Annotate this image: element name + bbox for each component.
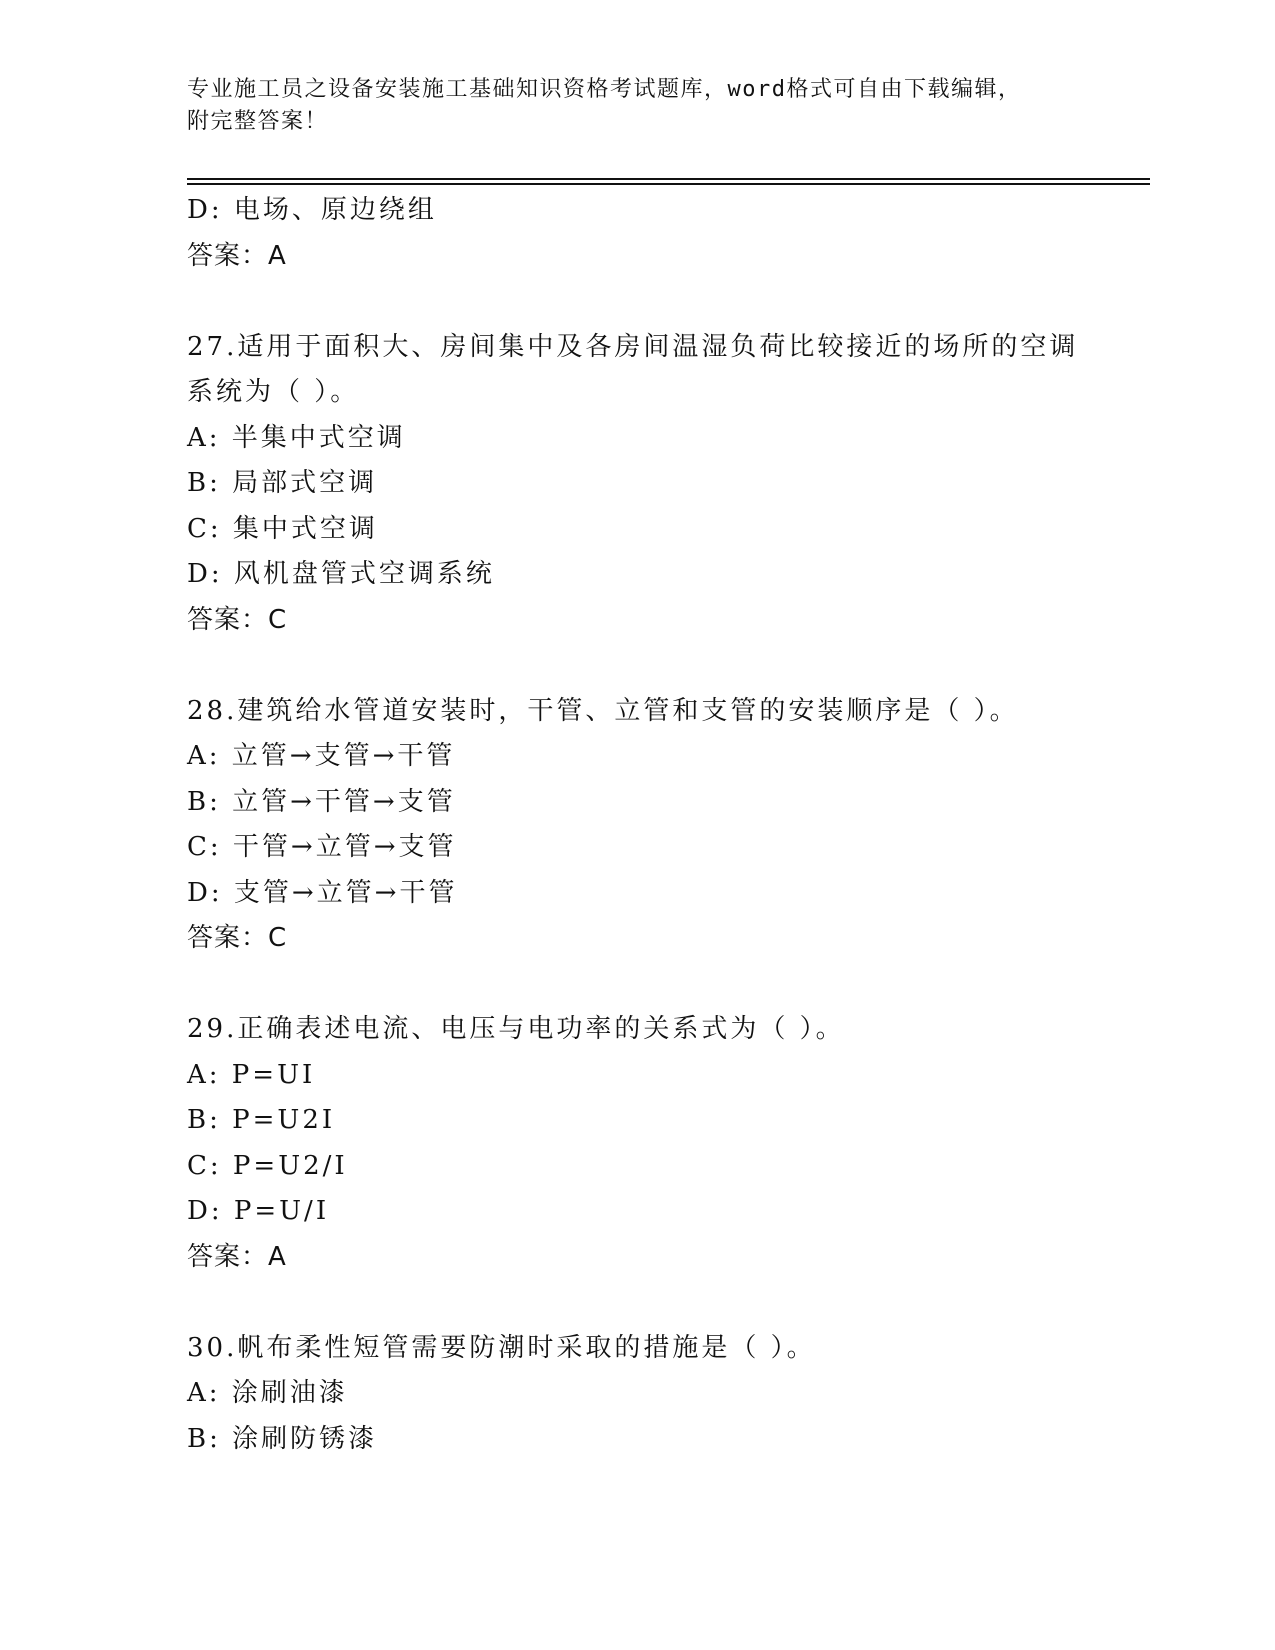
option-b: B: 立管→干管→支管 <box>187 786 456 817</box>
option-a: A: 半集中式空调 <box>187 422 406 453</box>
answer-line: 答案：A <box>187 240 287 271</box>
question-stem: 28.建筑给水管道安装时，干管、立管和支管的安装顺序是（ ）。 <box>187 695 1019 726</box>
header-divider-bottom <box>187 183 1150 185</box>
question-gap <box>187 1280 1147 1326</box>
option-a: A: 立管→支管→干管 <box>187 741 456 771</box>
option-b: B: 涂刷防锈漆 <box>187 1423 378 1454</box>
document-header <box>187 74 1087 138</box>
option-b: B: 局部式空调 <box>187 468 378 498</box>
option-b: B: P=U2I <box>187 1105 336 1135</box>
question-gap <box>187 962 1147 1008</box>
question-stem: 30.帆布柔性短管需要防潮时采取的措施是（ ）。 <box>187 1332 816 1363</box>
answer-line: 答案：A <box>187 1241 287 1272</box>
option-c: C: 集中式空调 <box>187 513 378 544</box>
header-divider-top <box>187 178 1150 180</box>
header-line-1: 专业施工员之设备安装施工基础知识资格考试题库，word格式可自由下载编辑， <box>187 77 1022 102</box>
question-content <box>187 188 1147 1462</box>
question-stem: 27.适用于面积大、房间集中及各房间温湿负荷比较接近的场所的空调 <box>187 331 1079 362</box>
option-d: D: 电场、原边绕组 <box>187 195 437 225</box>
answer-line: 答案：C <box>187 604 288 635</box>
question-30 <box>187 1326 1147 1463</box>
question-gap <box>187 643 1147 689</box>
question-29 <box>187 1007 1147 1280</box>
option-d: D: 支管→立管→干管 <box>187 877 458 908</box>
answer-line: 答案：C <box>187 923 288 953</box>
question-27 <box>187 325 1147 644</box>
header-line-2: 附完整答案！ <box>187 109 329 134</box>
question-gap <box>187 279 1147 325</box>
question-stem: 系统为（ ）。 <box>187 377 360 407</box>
option-c: C: P=U2/I <box>187 1150 348 1181</box>
option-a: A: 涂刷油漆 <box>187 1378 348 1408</box>
option-d: D: 风机盘管式空调系统 <box>187 559 495 589</box>
question-28 <box>187 689 1147 962</box>
option-a: A: P=UI <box>187 1059 316 1090</box>
option-d: D: P=U/I <box>187 1196 330 1226</box>
option-c: C: 干管→立管→支管 <box>187 832 457 862</box>
question-stem: 29.正确表述电流、电压与电功率的关系式为（ ）。 <box>187 1014 845 1044</box>
